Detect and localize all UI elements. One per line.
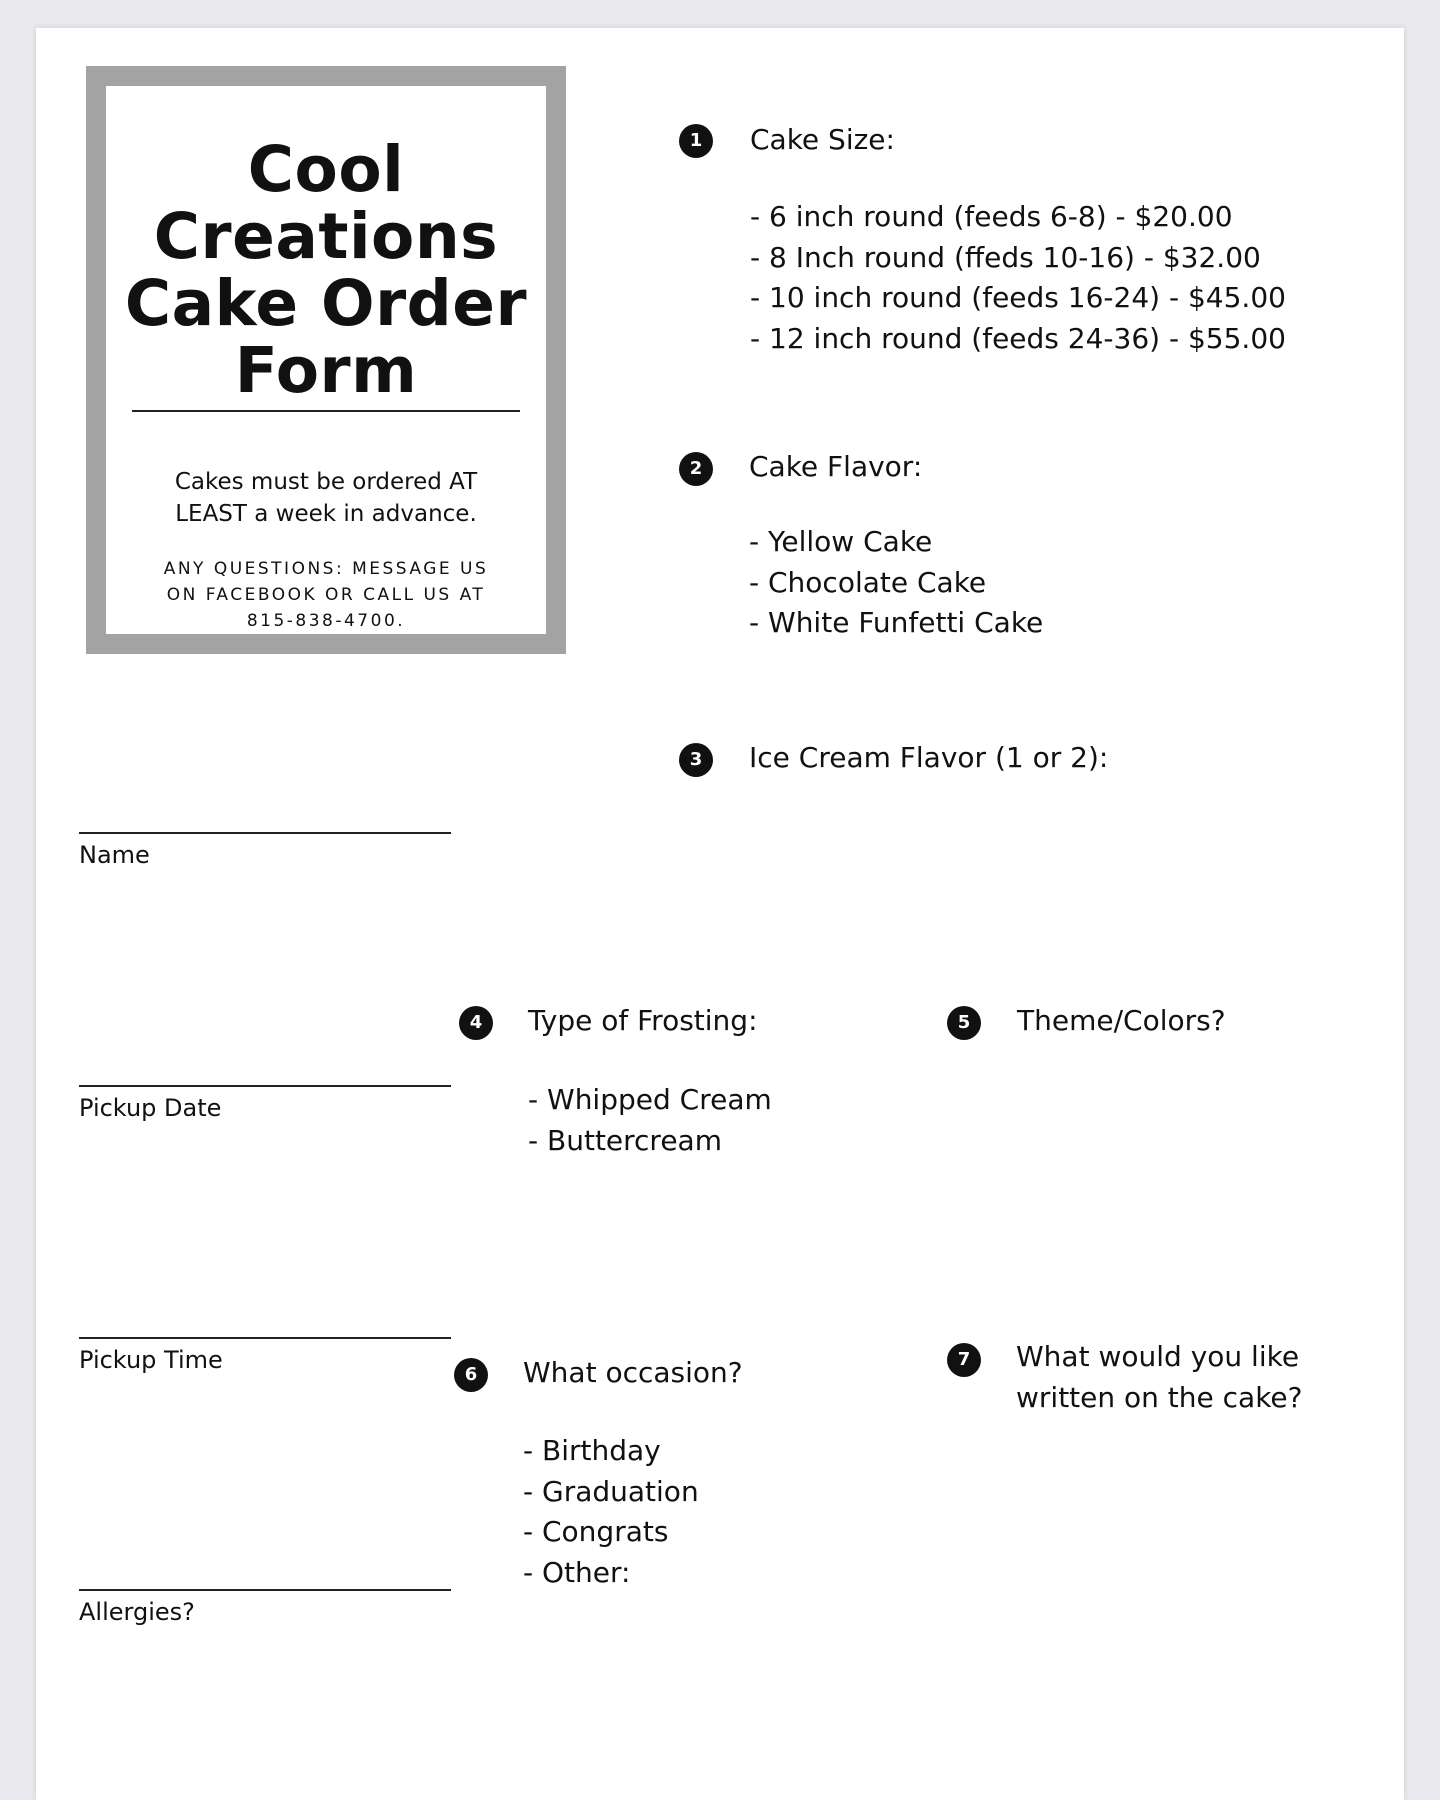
name-field-line[interactable]	[79, 832, 451, 834]
contact-info-line: ON FACEBOOK OR CALL US AT	[166, 585, 486, 605]
pickup-time-field-label: Pickup Time	[79, 1346, 223, 1374]
order-notice-line: LEAST a week in advance.	[175, 501, 477, 527]
frosting-title: Type of Frosting:	[528, 1004, 758, 1037]
order-form-page	[36, 28, 1404, 1800]
step-1-badge: 1	[679, 124, 713, 158]
cake-size-option[interactable]: - 12 inch round (feeds 24-36) - $55.00	[750, 321, 1286, 355]
cake-size-option[interactable]: - 8 Inch round (ffeds 10-16) - $32.00	[750, 240, 1261, 274]
cake-flavor-option[interactable]: - Chocolate Cake	[749, 565, 987, 599]
step-7-badge: 7	[947, 1343, 981, 1377]
step-3-badge: 3	[679, 743, 713, 777]
occasion-option[interactable]: - Graduation	[523, 1474, 699, 1508]
theme-colors-title: Theme/Colors?	[1017, 1004, 1226, 1037]
title-divider	[132, 410, 520, 412]
step-5-badge: 5	[947, 1006, 981, 1040]
title-box	[86, 66, 566, 654]
occasion-options	[523, 1431, 699, 1593]
pickup-date-field-label: Pickup Date	[79, 1094, 222, 1122]
cake-size-option[interactable]: - 10 inch round (feeds 16-24) - $45.00	[750, 281, 1286, 314]
step-4-badge: 4	[459, 1006, 493, 1040]
occasion-option[interactable]: - Other:	[523, 1555, 631, 1589]
order-notice-line: Cakes must be ordered AT	[174, 469, 478, 495]
cake-size-option[interactable]: - 6 inch round (feeds 6-8) - $20.00	[750, 200, 1233, 233]
step-2-badge: 2	[679, 452, 713, 486]
frosting-option[interactable]: - Whipped Cream	[528, 1083, 772, 1116]
contact-info-line: 815-838-4700.	[246, 611, 406, 631]
pickup-date-field-line[interactable]	[79, 1085, 451, 1087]
cake-writing-title-line: What would you like	[1016, 1340, 1300, 1373]
pickup-time-field-line[interactable]	[79, 1337, 451, 1339]
form-title-line: Cool	[247, 133, 405, 206]
cake-size-title: Cake Size:	[750, 123, 895, 156]
ice-cream-flavor-title: Ice Cream Flavor (1 or 2):	[749, 741, 1109, 774]
allergies-field-line[interactable]	[79, 1589, 451, 1591]
cake-size-options	[750, 197, 1286, 359]
occasion-option[interactable]: - Congrats	[523, 1515, 669, 1548]
contact-info	[146, 556, 506, 634]
cake-flavor-title: Cake Flavor:	[749, 450, 923, 483]
form-title-line: Form	[234, 334, 418, 407]
form-title-line: Creations	[153, 200, 499, 273]
allergies-field-label: Allergies?	[79, 1598, 195, 1626]
cake-writing-title-line: written on the cake?	[1016, 1381, 1303, 1414]
cake-flavor-options	[749, 522, 1043, 644]
cake-flavor-option[interactable]: - White Funfetti Cake	[749, 606, 1044, 639]
cake-writing-title	[1016, 1336, 1303, 1418]
step-6-badge: 6	[454, 1358, 488, 1392]
form-title-line: Cake Order	[124, 267, 528, 340]
order-notice	[126, 466, 526, 530]
cake-flavor-option[interactable]: - Yellow Cake	[749, 525, 933, 558]
contact-info-line: ANY QUESTIONS: MESSAGE US	[163, 559, 489, 579]
frosting-option[interactable]: - Buttercream	[528, 1123, 722, 1157]
frosting-options	[528, 1080, 772, 1161]
name-field-label: Name	[79, 841, 150, 869]
occasion-option[interactable]: - Birthday	[523, 1434, 661, 1467]
occasion-title: What occasion?	[523, 1356, 743, 1389]
form-title	[106, 133, 546, 407]
